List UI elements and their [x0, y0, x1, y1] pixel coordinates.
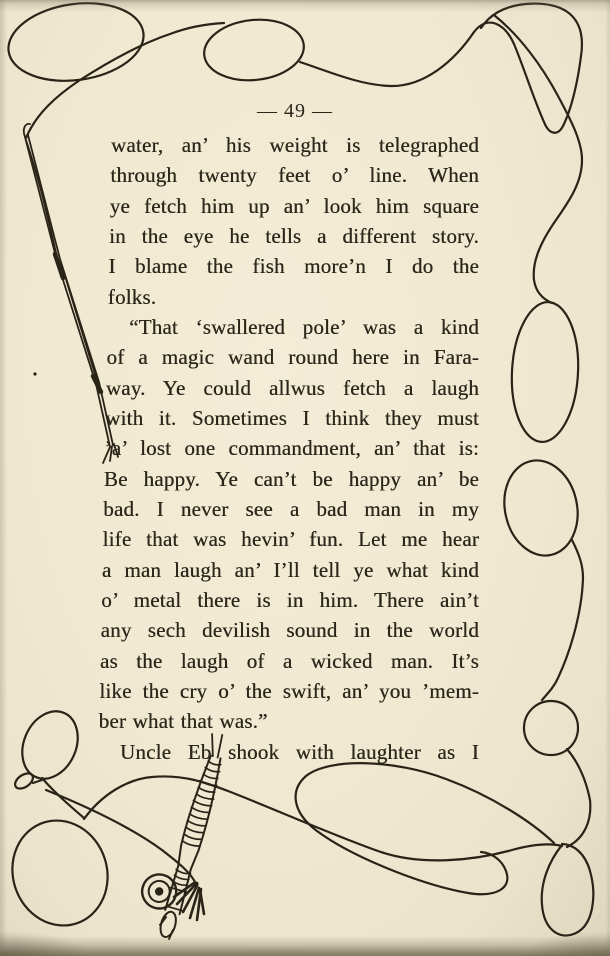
- text-line: life that was hevin’ fun. Let me hear: [102, 527, 479, 552]
- text-line: folks.: [107, 284, 157, 309]
- text-line: bad. I never see a bad man in my: [103, 496, 479, 521]
- text-block: [98, 130, 479, 767]
- text-line: of a magic wand round here in Fara-: [106, 345, 479, 370]
- page-number: — 49 —: [257, 100, 333, 122]
- text-line: with it. Sometimes I think they must: [105, 405, 479, 430]
- text-line: ye fetch him up an’ look him square: [109, 193, 479, 218]
- text-line: Uncle Eb shook with laughter as I: [120, 739, 479, 764]
- text-line: water, an’ his weight is telegraphed: [111, 133, 479, 157]
- text-line: ber what that was.”: [98, 709, 268, 734]
- text-line: any sech devilish sound in the world: [100, 618, 479, 643]
- text-line: as the laugh of a wicked man. It’s: [99, 648, 479, 673]
- right-figure-eight-loop: [496, 300, 586, 700]
- fly-rod-tip-section: [24, 124, 118, 463]
- top-center-line-loop: [201, 15, 474, 86]
- text-line: Be happy. Ye can’t be happy an’ be: [103, 466, 479, 491]
- text-line: ’a’ lost one commandment, an’ that is:: [104, 436, 479, 461]
- top-right-line-loop: [474, 4, 582, 303]
- text-line: like the cry o’ the swift, an’ you ’mem-: [99, 678, 479, 703]
- text-line: a man laugh an’ I’ll tell ye what kind: [101, 557, 479, 582]
- text-line: “That ‘swallered pole’ was a kind: [129, 314, 479, 339]
- text-line: through twenty feet o’ line. When: [110, 163, 479, 188]
- fishing-reel: [138, 870, 180, 912]
- text-line: I blame the fish more’n I do the: [108, 254, 479, 279]
- text-line: way. Ye could allwus fetch a laugh: [105, 375, 479, 400]
- text-line: o’ metal there is in him. There ain’t: [101, 587, 479, 612]
- ink-speck: [33, 372, 36, 375]
- text-line: in the eye he tells a different story.: [109, 223, 479, 248]
